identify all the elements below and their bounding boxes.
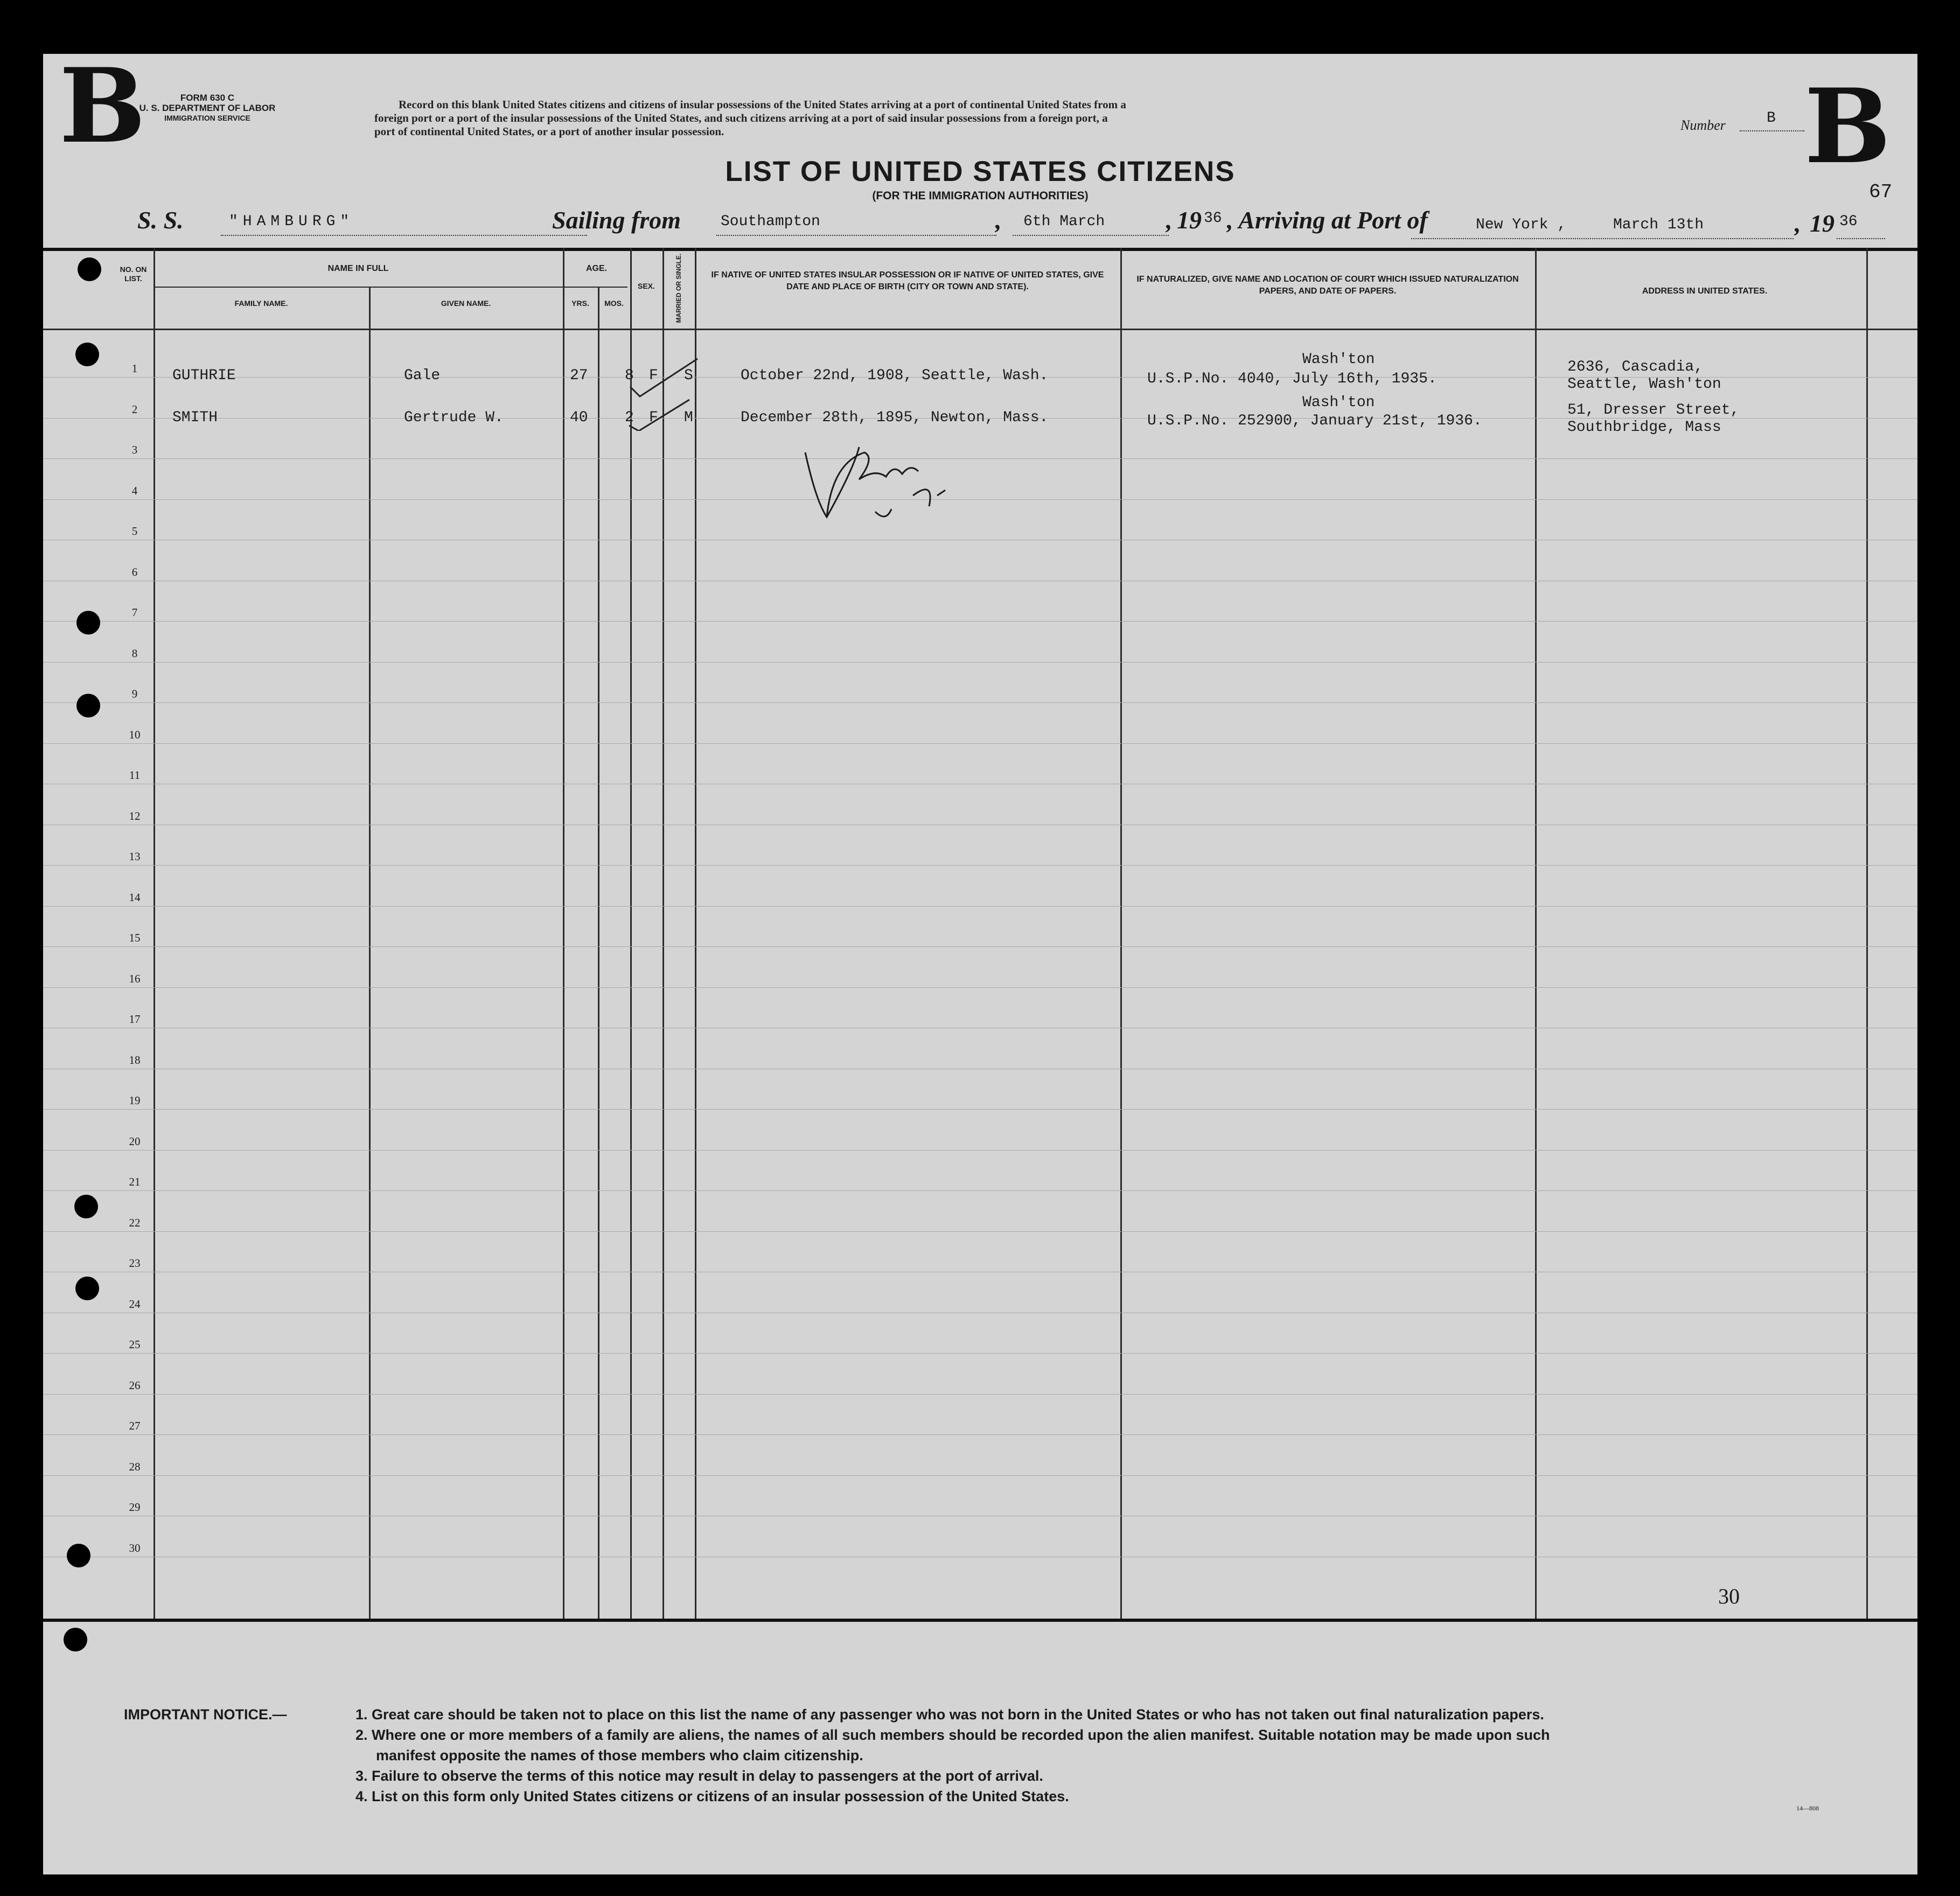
- row-number: 24: [129, 1297, 141, 1311]
- row-2-ms: M: [684, 409, 693, 426]
- record-line-2: foreign port or a port of the insular possessions of the United States, and such citizens arriving at a port of said insular possessions from a foreign port, a: [374, 111, 1108, 124]
- punch-hole: [76, 611, 100, 635]
- ruled-line: [43, 743, 1917, 744]
- ruled-line: [43, 987, 1917, 988]
- row-number: 8: [131, 646, 138, 660]
- row-number: 18: [129, 1053, 141, 1066]
- col-rule-ms: [695, 248, 696, 1619]
- header-native: IF NATIVE OF UNITED STATES INSULAR POSSESSION OR IF NATIVE OF UNITED STATES, GIVE DATE AND PLACE OF BIRTH (CITY OR TOWN AND STATE).: [711, 270, 1104, 291]
- ship-underline: [221, 235, 587, 236]
- punch-hole: [64, 1628, 87, 1651]
- year-from: 36: [1204, 210, 1222, 227]
- number-value: B: [1767, 110, 1776, 127]
- row-1-ms: S: [684, 367, 693, 384]
- port-to-underline: [1411, 238, 1794, 239]
- ruled-line: [43, 1394, 1917, 1395]
- row-number: 5: [131, 525, 138, 538]
- comma-3: ,: [1795, 210, 1801, 237]
- punch-hole: [74, 1195, 98, 1218]
- row-number: 20: [129, 1134, 141, 1148]
- row-2-papers: U.S.P.No. 252900, January 21st, 1936.: [1147, 413, 1482, 429]
- table-top-rule: [43, 248, 1917, 251]
- row-1-birth: October 22nd, 1908, Seattle, Wash.: [741, 367, 1049, 384]
- row-number: 2: [131, 402, 138, 416]
- name-age-subrule: [154, 287, 627, 288]
- row-number: 7: [131, 606, 138, 619]
- row-2-address-1: 51, Dresser Street,: [1567, 402, 1740, 419]
- punch-hole: [75, 343, 99, 366]
- punch-hole: [78, 257, 101, 281]
- record-line-1: Record on this blank United States citizens and citizens of insular possessions of the United States arriving at a port of continental United States from a: [399, 98, 1126, 111]
- ruled-line: [43, 702, 1917, 703]
- row-2-sex: F: [649, 409, 658, 426]
- row-2-birth: December 28th, 1895, Newton, Mass.: [741, 409, 1049, 426]
- notice-item-3: 3. Failure to observe the terms of this notice may result in delay to passengers at the port of arrival.: [355, 1768, 1043, 1784]
- row-1-yrs: 27: [570, 367, 588, 384]
- ruled-line: [43, 1150, 1917, 1151]
- row-2-yrs: 40: [570, 409, 588, 426]
- form-letter-left: B: [59, 46, 146, 166]
- row-number: 6: [131, 565, 138, 578]
- row-1-address-1: 2636, Cascadia,: [1567, 359, 1704, 375]
- col-rule-given: [563, 248, 564, 1619]
- row-number: 4: [131, 484, 138, 497]
- row-number: 25: [129, 1338, 141, 1351]
- record-instructions: [374, 98, 1667, 138]
- page-title: LIST OF UNITED STATES CITIZENS: [725, 156, 1236, 187]
- punch-hole: [75, 1277, 99, 1300]
- header-no-on-list: NO. ON LIST.: [120, 265, 147, 283]
- check-mark-1: [630, 359, 697, 396]
- row-1-mos: 8: [625, 367, 634, 384]
- year-to-prefix: 19: [1810, 210, 1835, 237]
- ruled-line: [43, 621, 1917, 622]
- row-number: 22: [129, 1216, 141, 1229]
- row-2-given: Gertrude W.: [404, 409, 504, 426]
- header-mos: MOS.: [604, 299, 624, 308]
- port-from-underline: [716, 235, 996, 236]
- ss-label: S. S.: [137, 206, 184, 234]
- manifest-sheet: [43, 46, 1917, 1874]
- row-number: 14: [129, 890, 141, 904]
- ruled-line: [43, 946, 1917, 947]
- row-2-court: Wash'ton: [1302, 394, 1375, 411]
- important-notice: [124, 1704, 1901, 1807]
- check-mark-2: [629, 400, 689, 431]
- ruled-line: [43, 1475, 1917, 1476]
- sailing-label: Sailing from: [552, 206, 681, 234]
- handwritten-signature: [794, 431, 956, 533]
- ruled-line: [43, 1109, 1917, 1110]
- department-name: U. S. DEPARTMENT OF LABOR: [139, 103, 276, 113]
- row-number: 21: [129, 1175, 141, 1188]
- comma-2: ,: [1166, 206, 1173, 234]
- row-number: 9: [131, 687, 138, 700]
- header-married-single-box: [662, 248, 695, 329]
- col-rule-court: [1535, 248, 1537, 1619]
- ruled-line: [43, 662, 1917, 663]
- col-rule-family: [369, 287, 371, 1619]
- row-1-given: Gale: [404, 367, 441, 384]
- ruled-line: [43, 1190, 1917, 1191]
- total-count: 30: [1718, 1584, 1740, 1608]
- header-address: ADDRESS IN UNITED STATES.: [1642, 287, 1768, 296]
- ruled-line: [43, 1353, 1917, 1354]
- header-name-in-full: NAME IN FULL: [327, 264, 389, 273]
- col-rule-birth: [1120, 248, 1122, 1619]
- row-1-sex: F: [649, 367, 658, 384]
- col-rule-mos: [630, 248, 632, 1619]
- port-from: Southampton: [721, 213, 820, 230]
- notice-item-1: 1. Great care should be taken not to place on this list the name of any passenger who was not born in the United States or who has not taken out final naturalization papers.: [355, 1706, 1544, 1723]
- port-to: New York ,: [1476, 217, 1567, 233]
- ruled-line: [43, 458, 1917, 459]
- ship-name: "HAMBURG": [229, 213, 354, 230]
- row-2-address-2: Southbridge, Mass: [1567, 419, 1721, 436]
- ruled-line: [43, 865, 1917, 866]
- check-marks: [625, 356, 754, 431]
- number-underline: [1740, 130, 1804, 131]
- header-sex: SEX.: [638, 282, 655, 290]
- record-line-3: port of continental United States, or a port of another insular possession.: [374, 125, 724, 138]
- header-naturalized: IF NATURALIZED, GIVE NAME AND LOCATION OF COURT WHICH ISSUED NATURALIZATION PAPERS, AND DATE OF PAPERS.: [1136, 275, 1519, 296]
- row-number: 28: [129, 1460, 141, 1473]
- ruled-line: [43, 1231, 1917, 1232]
- col-rule-no: [154, 248, 155, 1619]
- year-to-underline: [1837, 238, 1885, 239]
- row-number: 17: [129, 1013, 141, 1026]
- notice-item-4: 4. List on this form only United States citizens or citizens of an insular possession of the United States.: [355, 1788, 1069, 1804]
- row-number: 10: [129, 728, 141, 741]
- row-number: 16: [129, 972, 141, 985]
- header-bottom-rule: [43, 329, 1917, 330]
- col-rule-yrs: [598, 287, 599, 1619]
- notice-item-2-cont: manifest opposite the names of those members who claim citizenship.: [376, 1747, 863, 1763]
- service-name: IMMIGRATION SERVICE: [164, 114, 250, 122]
- row-number: 13: [129, 850, 141, 863]
- arriving-label: , Arriving at Port of: [1227, 206, 1428, 234]
- ruled-line: [43, 499, 1917, 500]
- header-given-name: GIVEN NAME.: [441, 299, 491, 308]
- punch-hole: [67, 1544, 90, 1567]
- row-number: 3: [131, 443, 138, 456]
- row-number: 30: [129, 1541, 141, 1555]
- page-number: 67: [1869, 181, 1893, 203]
- col-rule-sex: [662, 248, 664, 1619]
- header-yrs: YRS.: [571, 299, 589, 308]
- row-number: 1: [131, 362, 138, 375]
- date-from-underline: [1013, 235, 1169, 236]
- header-age: AGE.: [585, 264, 608, 273]
- row-number: 12: [129, 809, 141, 822]
- header-married-or-single: MARRIED OR SINGLE.: [675, 253, 682, 323]
- ruled-line: [43, 906, 1917, 907]
- row-1-papers: U.S.P.No. 4040, July 16th, 1935.: [1147, 371, 1437, 387]
- header-family-name: FAMILY NAME.: [234, 299, 288, 308]
- row-1-court: Wash'ton: [1302, 351, 1375, 368]
- row-number: 27: [129, 1419, 141, 1432]
- row-2-family: SMITH: [172, 409, 218, 426]
- ruled-line: [43, 1434, 1917, 1435]
- year-from-prefix: 19: [1177, 206, 1202, 234]
- col-rule-address: [1866, 248, 1868, 1619]
- form-id-block: [137, 93, 277, 123]
- notice-heading: IMPORTANT NOTICE.—: [124, 1706, 287, 1723]
- year-to: 36: [1839, 213, 1858, 230]
- row-number: 11: [129, 769, 141, 782]
- comma-1: ,: [995, 206, 1002, 234]
- row-number: 19: [129, 1094, 141, 1107]
- punch-hole: [76, 694, 100, 717]
- row-number: 23: [129, 1257, 141, 1270]
- table-bottom-rule: [43, 1619, 1917, 1622]
- form-number: FORM 630 C: [180, 93, 235, 103]
- form-code: 14—808: [1796, 1804, 1819, 1812]
- form-letter-right: B: [1804, 66, 1891, 186]
- number-label: Number: [1680, 117, 1726, 133]
- notice-item-2: 2. Where one or more members of a family are aliens, the names of all such members should be recorded upon the alien manifest. Suitable notation may be made upon such: [355, 1727, 1550, 1743]
- date-to: March 13th: [1613, 217, 1704, 233]
- page-subtitle: (FOR THE IMMIGRATION AUTHORITIES): [872, 190, 1089, 202]
- row-1-family: GUTHRIE: [172, 367, 236, 384]
- row-number: 26: [129, 1378, 141, 1392]
- row-1-address-2: Seattle, Wash'ton: [1567, 376, 1721, 393]
- row-2-mos: 2: [625, 409, 634, 426]
- row-number: 29: [129, 1501, 141, 1514]
- row-number: 15: [129, 931, 141, 944]
- date-from: 6th March: [1023, 213, 1105, 230]
